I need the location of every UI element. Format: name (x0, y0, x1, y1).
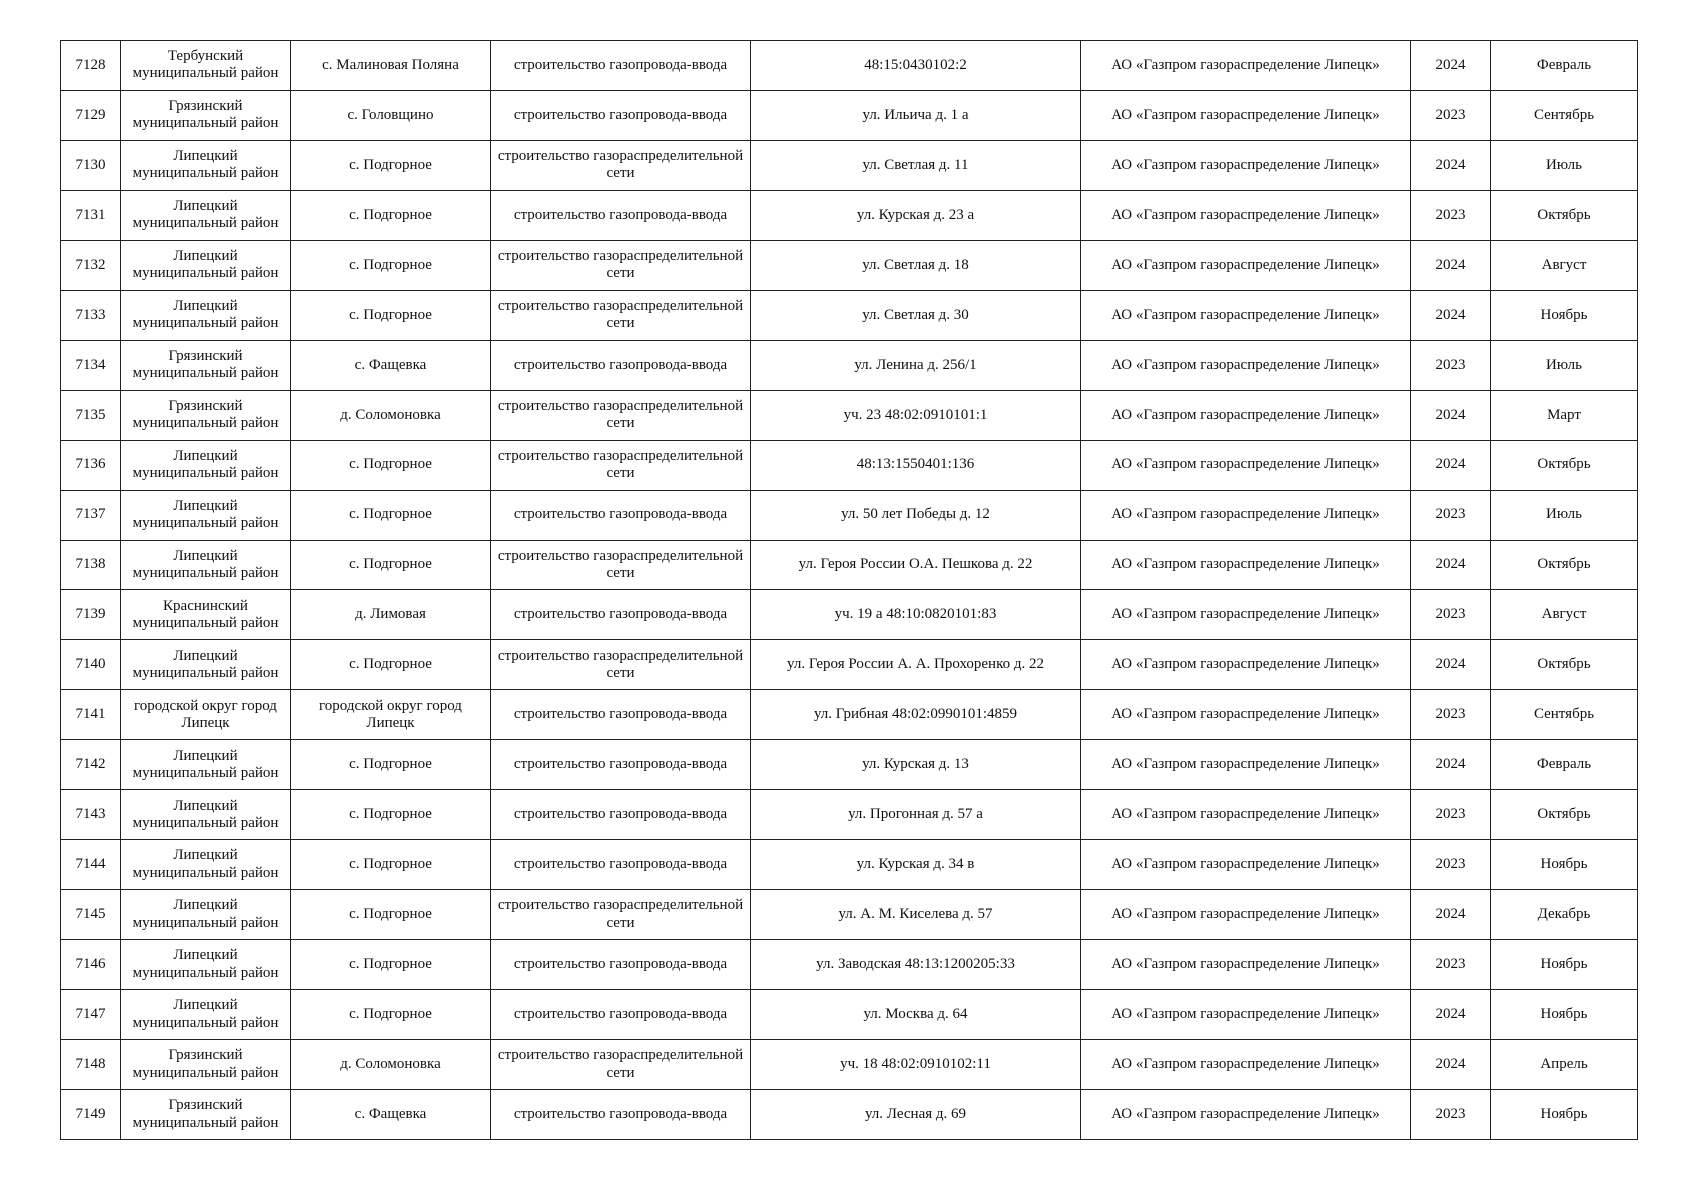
address-cell: ул. Ильича д. 1 а (751, 90, 1081, 140)
district-cell: Тербунский муниципальный район (121, 41, 291, 91)
organization-cell: АО «Газпром газораспределение Липецк» (1081, 190, 1411, 240)
year-cell: 2024 (1411, 890, 1491, 940)
district-cell: Липецкий муниципальный район (121, 740, 291, 790)
row-number: 7138 (61, 540, 121, 590)
address-cell: ул. Героя России А. А. Прохоренко д. 22 (751, 640, 1081, 690)
year-cell: 2023 (1411, 940, 1491, 990)
work-type-cell: строительство газораспределительной сети (491, 140, 751, 190)
organization-cell: АО «Газпром газораспределение Липецк» (1081, 490, 1411, 540)
locality-cell: д. Соломоновка (291, 390, 491, 440)
table-row (61, 540, 1638, 590)
work-type-cell: строительство газораспределительной сети (491, 640, 751, 690)
work-type-cell: строительство газораспределительной сети (491, 440, 751, 490)
month-cell: Октябрь (1491, 190, 1638, 240)
year-cell: 2023 (1411, 590, 1491, 640)
organization-cell: АО «Газпром газораспределение Липецк» (1081, 340, 1411, 390)
month-cell: Февраль (1491, 41, 1638, 91)
organization-cell: АО «Газпром газораспределение Липецк» (1081, 940, 1411, 990)
locality-cell: с. Подгорное (291, 990, 491, 1040)
row-number: 7144 (61, 840, 121, 890)
row-number: 7134 (61, 340, 121, 390)
row-number: 7130 (61, 140, 121, 190)
work-type-cell: строительство газораспределительной сети (491, 1040, 751, 1090)
table-row (61, 690, 1638, 740)
work-type-cell: строительство газопровода-ввода (491, 41, 751, 91)
district-cell: Липецкий муниципальный район (121, 890, 291, 940)
work-type-cell: строительство газопровода-ввода (491, 740, 751, 790)
address-cell: ул. Лесная д. 69 (751, 1090, 1081, 1140)
district-cell: Липецкий муниципальный район (121, 490, 291, 540)
locality-cell: с. Подгорное (291, 140, 491, 190)
year-cell: 2024 (1411, 540, 1491, 590)
table-row (61, 740, 1638, 790)
row-number: 7128 (61, 41, 121, 91)
address-cell: 48:13:1550401:136 (751, 440, 1081, 490)
organization-cell: АО «Газпром газораспределение Липецк» (1081, 1090, 1411, 1140)
locality-cell: с. Подгорное (291, 440, 491, 490)
locality-cell: с. Подгорное (291, 290, 491, 340)
address-cell: 48:15:0430102:2 (751, 41, 1081, 91)
locality-cell: с. Головщино (291, 90, 491, 140)
district-cell: Липецкий муниципальный район (121, 440, 291, 490)
table-row (61, 640, 1638, 690)
row-number: 7129 (61, 90, 121, 140)
table-row (61, 590, 1638, 640)
month-cell: Ноябрь (1491, 940, 1638, 990)
month-cell: Август (1491, 240, 1638, 290)
month-cell: Ноябрь (1491, 990, 1638, 1040)
month-cell: Ноябрь (1491, 1090, 1638, 1140)
district-cell: Липецкий муниципальный район (121, 990, 291, 1040)
month-cell: Октябрь (1491, 790, 1638, 840)
table-row (61, 1090, 1638, 1140)
month-cell: Октябрь (1491, 440, 1638, 490)
row-number: 7142 (61, 740, 121, 790)
table-row (61, 90, 1638, 140)
locality-cell: с. Подгорное (291, 940, 491, 990)
locality-cell: с. Малиновая Поляна (291, 41, 491, 91)
organization-cell: АО «Газпром газораспределение Липецк» (1081, 790, 1411, 840)
organization-cell: АО «Газпром газораспределение Липецк» (1081, 140, 1411, 190)
address-cell: уч. 23 48:02:0910101:1 (751, 390, 1081, 440)
year-cell: 2024 (1411, 390, 1491, 440)
row-number: 7131 (61, 190, 121, 240)
address-cell: ул. Москва д. 64 (751, 990, 1081, 1040)
district-cell: Грязинский муниципальный район (121, 1090, 291, 1140)
address-cell: ул. Грибная 48:02:0990101:4859 (751, 690, 1081, 740)
year-cell: 2024 (1411, 41, 1491, 91)
district-cell: Липецкий муниципальный район (121, 140, 291, 190)
month-cell: Июль (1491, 490, 1638, 540)
organization-cell: АО «Газпром газораспределение Липецк» (1081, 41, 1411, 91)
address-cell: ул. Ленина д. 256/1 (751, 340, 1081, 390)
table-row (61, 840, 1638, 890)
organization-cell: АО «Газпром газораспределение Липецк» (1081, 540, 1411, 590)
organization-cell: АО «Газпром газораспределение Липецк» (1081, 590, 1411, 640)
locality-cell: с. Подгорное (291, 790, 491, 840)
table-row (61, 440, 1638, 490)
work-type-cell: строительство газораспределительной сети (491, 540, 751, 590)
locality-cell: с. Подгорное (291, 540, 491, 590)
year-cell: 2024 (1411, 640, 1491, 690)
district-cell: Грязинский муниципальный район (121, 390, 291, 440)
work-type-cell: строительство газопровода-ввода (491, 340, 751, 390)
locality-cell: с. Подгорное (291, 640, 491, 690)
year-cell: 2024 (1411, 140, 1491, 190)
month-cell: Март (1491, 390, 1638, 440)
row-number: 7141 (61, 690, 121, 740)
work-type-cell: строительство газопровода-ввода (491, 190, 751, 240)
row-number: 7133 (61, 290, 121, 340)
organization-cell: АО «Газпром газораспределение Липецк» (1081, 1040, 1411, 1090)
year-cell: 2024 (1411, 240, 1491, 290)
work-type-cell: строительство газопровода-ввода (491, 840, 751, 890)
locality-cell: с. Подгорное (291, 740, 491, 790)
year-cell: 2024 (1411, 740, 1491, 790)
row-number: 7146 (61, 940, 121, 990)
month-cell: Апрель (1491, 1040, 1638, 1090)
address-cell: ул. Курская д. 34 в (751, 840, 1081, 890)
work-type-cell: строительство газопровода-ввода (491, 590, 751, 640)
locality-cell: с. Подгорное (291, 240, 491, 290)
work-type-cell: строительство газораспределительной сети (491, 890, 751, 940)
row-number: 7145 (61, 890, 121, 940)
gasification-table (60, 40, 1638, 1140)
document-page (60, 40, 1637, 1140)
district-cell: Липецкий муниципальный район (121, 290, 291, 340)
month-cell: Ноябрь (1491, 840, 1638, 890)
month-cell: Сентябрь (1491, 90, 1638, 140)
table-row (61, 41, 1638, 91)
table-row (61, 190, 1638, 240)
locality-cell: д. Соломоновка (291, 1040, 491, 1090)
month-cell: Август (1491, 590, 1638, 640)
locality-cell: с. Подгорное (291, 890, 491, 940)
month-cell: Июль (1491, 340, 1638, 390)
table-row (61, 790, 1638, 840)
year-cell: 2024 (1411, 290, 1491, 340)
address-cell: ул. Героя России О.А. Пешкова д. 22 (751, 540, 1081, 590)
address-cell: ул. Прогонная д. 57 а (751, 790, 1081, 840)
organization-cell: АО «Газпром газораспределение Липецк» (1081, 240, 1411, 290)
table-row (61, 290, 1638, 340)
year-cell: 2023 (1411, 840, 1491, 890)
district-cell: Липецкий муниципальный район (121, 190, 291, 240)
row-number: 7136 (61, 440, 121, 490)
year-cell: 2024 (1411, 1040, 1491, 1090)
month-cell: Сентябрь (1491, 690, 1638, 740)
month-cell: Октябрь (1491, 640, 1638, 690)
table-row (61, 140, 1638, 190)
work-type-cell: строительство газопровода-ввода (491, 690, 751, 740)
row-number: 7149 (61, 1090, 121, 1140)
month-cell: Февраль (1491, 740, 1638, 790)
address-cell: ул. 50 лет Победы д. 12 (751, 490, 1081, 540)
year-cell: 2023 (1411, 790, 1491, 840)
locality-cell: с. Фащевка (291, 1090, 491, 1140)
organization-cell: АО «Газпром газораспределение Липецк» (1081, 390, 1411, 440)
address-cell: ул. Курская д. 13 (751, 740, 1081, 790)
table-row (61, 240, 1638, 290)
row-number: 7139 (61, 590, 121, 640)
organization-cell: АО «Газпром газораспределение Липецк» (1081, 740, 1411, 790)
table-row (61, 940, 1638, 990)
year-cell: 2023 (1411, 1090, 1491, 1140)
year-cell: 2023 (1411, 190, 1491, 240)
month-cell: Октябрь (1491, 540, 1638, 590)
address-cell: ул. Светлая д. 30 (751, 290, 1081, 340)
district-cell: Краснинский муниципальный район (121, 590, 291, 640)
address-cell: ул. Светлая д. 11 (751, 140, 1081, 190)
organization-cell: АО «Газпром газораспределение Липецк» (1081, 840, 1411, 890)
year-cell: 2023 (1411, 690, 1491, 740)
work-type-cell: строительство газопровода-ввода (491, 790, 751, 840)
district-cell: Липецкий муниципальный район (121, 940, 291, 990)
work-type-cell: строительство газораспределительной сети (491, 390, 751, 440)
district-cell: Липецкий муниципальный район (121, 790, 291, 840)
table-row (61, 390, 1638, 440)
organization-cell: АО «Газпром газораспределение Липецк» (1081, 440, 1411, 490)
address-cell: ул. Заводская 48:13:1200205:33 (751, 940, 1081, 990)
month-cell: Декабрь (1491, 890, 1638, 940)
organization-cell: АО «Газпром газораспределение Липецк» (1081, 890, 1411, 940)
locality-cell: д. Лимовая (291, 590, 491, 640)
address-cell: ул. Курская д. 23 а (751, 190, 1081, 240)
table-row (61, 890, 1638, 940)
organization-cell: АО «Газпром газораспределение Липецк» (1081, 290, 1411, 340)
work-type-cell: строительство газораспределительной сети (491, 240, 751, 290)
year-cell: 2024 (1411, 990, 1491, 1040)
work-type-cell: строительство газопровода-ввода (491, 990, 751, 1040)
address-cell: ул. А. М. Киселева д. 57 (751, 890, 1081, 940)
month-cell: Июль (1491, 140, 1638, 190)
table-body (61, 41, 1638, 1140)
year-cell: 2023 (1411, 490, 1491, 540)
district-cell: Грязинский муниципальный район (121, 90, 291, 140)
row-number: 7143 (61, 790, 121, 840)
work-type-cell: строительство газопровода-ввода (491, 490, 751, 540)
locality-cell: с. Подгорное (291, 490, 491, 540)
work-type-cell: строительство газораспределительной сети (491, 290, 751, 340)
address-cell: уч. 18 48:02:0910102:11 (751, 1040, 1081, 1090)
row-number: 7147 (61, 990, 121, 1040)
table-row (61, 1040, 1638, 1090)
district-cell: городской округ город Липецк (121, 690, 291, 740)
table-row (61, 490, 1638, 540)
table-row (61, 990, 1638, 1040)
district-cell: Грязинский муниципальный район (121, 340, 291, 390)
year-cell: 2023 (1411, 340, 1491, 390)
locality-cell: с. Подгорное (291, 840, 491, 890)
month-cell: Ноябрь (1491, 290, 1638, 340)
locality-cell: городской округ город Липецк (291, 690, 491, 740)
row-number: 7140 (61, 640, 121, 690)
organization-cell: АО «Газпром газораспределение Липецк» (1081, 690, 1411, 740)
district-cell: Липецкий муниципальный район (121, 240, 291, 290)
row-number: 7132 (61, 240, 121, 290)
district-cell: Грязинский муниципальный район (121, 1040, 291, 1090)
locality-cell: с. Фащевка (291, 340, 491, 390)
work-type-cell: строительство газопровода-ввода (491, 1090, 751, 1140)
district-cell: Липецкий муниципальный район (121, 840, 291, 890)
table-row (61, 340, 1638, 390)
row-number: 7148 (61, 1040, 121, 1090)
row-number: 7135 (61, 390, 121, 440)
organization-cell: АО «Газпром газораспределение Липецк» (1081, 640, 1411, 690)
address-cell: уч. 19 а 48:10:0820101:83 (751, 590, 1081, 640)
organization-cell: АО «Газпром газораспределение Липецк» (1081, 990, 1411, 1040)
locality-cell: с. Подгорное (291, 190, 491, 240)
address-cell: ул. Светлая д. 18 (751, 240, 1081, 290)
work-type-cell: строительство газопровода-ввода (491, 940, 751, 990)
district-cell: Липецкий муниципальный район (121, 540, 291, 590)
district-cell: Липецкий муниципальный район (121, 640, 291, 690)
year-cell: 2023 (1411, 90, 1491, 140)
organization-cell: АО «Газпром газораспределение Липецк» (1081, 90, 1411, 140)
row-number: 7137 (61, 490, 121, 540)
year-cell: 2024 (1411, 440, 1491, 490)
work-type-cell: строительство газопровода-ввода (491, 90, 751, 140)
